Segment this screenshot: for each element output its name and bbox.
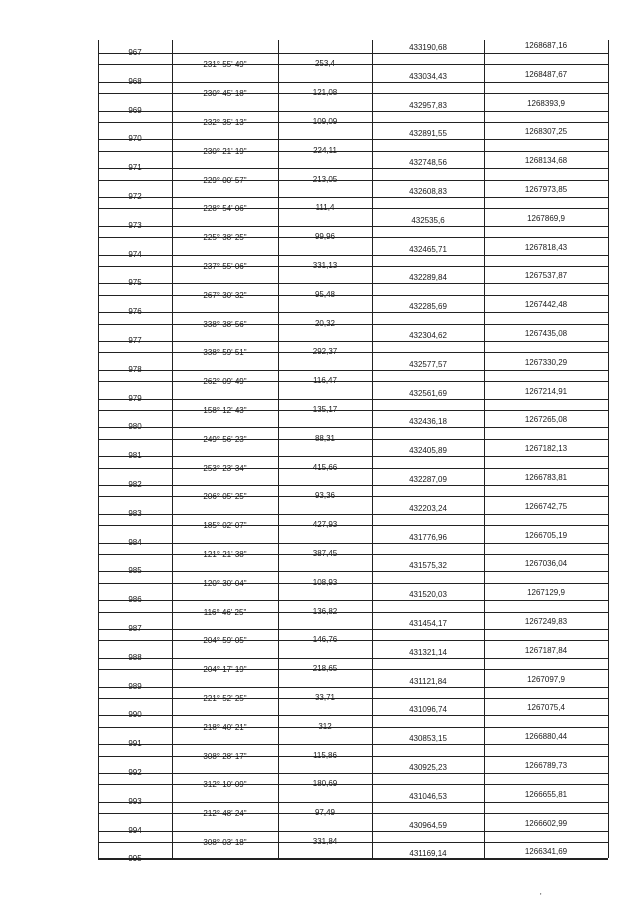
direction-angle: 237° 55' 06" [203, 262, 247, 271]
coordinate-y: 1266742,75 [524, 501, 568, 511]
direction-angle: 230° 21' 19" [203, 146, 247, 156]
cell-rule [98, 456, 608, 457]
coordinate-y: 1267442,48 [524, 300, 568, 310]
coordinate-y: 1267075,4 [527, 703, 565, 713]
cell-rule [98, 399, 608, 400]
coordinate-y: 1267265,08 [524, 415, 568, 425]
segment-length: 121,08 [312, 88, 338, 98]
direction-angle: 338° 38' 56" [203, 319, 247, 329]
coordinate-x: 432608,83 [409, 187, 447, 196]
coordinate-y: 1267537,87 [524, 271, 568, 281]
direction-angle: 158° 12' 43" [203, 406, 247, 415]
coordinate-table [98, 40, 608, 864]
cell-rule [98, 168, 608, 169]
coordinate-y: 1266783,81 [524, 473, 568, 482]
point-number: 984 [128, 537, 142, 547]
segment-length: 292,37 [312, 347, 338, 357]
cell-rule [98, 859, 608, 860]
cell-rule [98, 744, 608, 745]
cell-rule [98, 600, 608, 601]
cell-rule [98, 226, 608, 227]
point-number: 992 [128, 768, 142, 777]
direction-angle: 212° 48' 24" [203, 809, 247, 819]
point-number: 982 [128, 480, 142, 489]
coordinate-x: 430925,23 [409, 763, 447, 772]
cell-rule [98, 370, 608, 371]
segment-length: 115,86 [313, 750, 337, 760]
segment-length: 20,32 [314, 318, 336, 328]
coordinate-y: 1266341,69 [524, 847, 568, 857]
cell-rule [98, 831, 608, 832]
coordinate-x: 432577,57 [409, 359, 447, 369]
segment-length: 97,49 [314, 808, 336, 818]
point-number: 986 [128, 595, 142, 605]
coordinate-x: 432436,18 [409, 417, 447, 427]
coordinate-y: 1267182,13 [524, 444, 568, 454]
direction-angle: 120° 30' 04" [203, 578, 247, 588]
segment-length: 116,47 [313, 376, 337, 386]
cell-rule [98, 82, 608, 83]
coordinate-x: 432561,69 [409, 388, 447, 398]
direction-angle: 218° 40' 21" [203, 722, 247, 732]
coordinate-x: 432304,62 [409, 331, 447, 340]
point-number: 990 [128, 710, 142, 720]
cell-rule [98, 773, 608, 774]
column-rule-5 [608, 40, 609, 858]
direction-angle: 206° 05' 25" [203, 492, 247, 502]
point-number: 979 [128, 393, 142, 403]
point-number: 967 [128, 48, 142, 57]
cell-rule [98, 802, 608, 803]
coordinate-y: 1267214,91 [524, 386, 568, 396]
coordinate-y: 1267818,43 [524, 242, 568, 252]
segment-length: 88,31 [314, 433, 336, 443]
segment-length: 33,71 [314, 693, 336, 702]
direction-angle: 232° 35' 13" [203, 118, 247, 127]
direction-angle: 312° 10' 09" [203, 780, 247, 790]
coordinate-x: 432748,56 [409, 158, 447, 168]
coordinate-y: 1266789,73 [524, 761, 568, 770]
cell-rule [98, 197, 608, 198]
coordinate-x: 431520,03 [409, 590, 447, 600]
point-number: 975 [128, 278, 142, 288]
cell-rule [98, 53, 608, 54]
segment-length: 95,48 [314, 289, 336, 299]
cell-rule [98, 687, 608, 688]
cell-rule [98, 427, 608, 428]
point-number: 976 [128, 307, 142, 317]
direction-angle: 116° 46' 25" [203, 607, 247, 617]
cell-rule [98, 312, 608, 313]
direction-angle: 230° 45' 18" [203, 89, 247, 99]
coordinate-x: 432465,71 [409, 244, 447, 254]
direction-angle: 231° 55' 49" [203, 60, 247, 70]
cell-rule [98, 139, 608, 140]
coordinate-x: 431575,32 [409, 561, 447, 571]
coordinate-x: 431096,74 [409, 705, 447, 715]
direction-angle: 308° 03' 18" [203, 838, 247, 847]
coordinate-y: 1267187,84 [524, 645, 568, 655]
direction-angle: 204° 59' 05" [203, 636, 247, 646]
segment-length: 180,69 [312, 779, 338, 789]
point-number: 993 [128, 796, 142, 806]
coordinate-y: 1268687,16 [524, 41, 568, 50]
coordinate-x: 432287,09 [409, 475, 447, 484]
point-number: 987 [128, 624, 142, 633]
coordinate-x: 433034,43 [409, 71, 447, 81]
direction-angle: 221° 52' 25" [203, 694, 247, 703]
cell-rule [98, 514, 608, 515]
segment-length: 99,96 [314, 232, 336, 242]
coordinate-x: 432285,69 [409, 302, 447, 312]
point-number: 972 [128, 192, 142, 201]
coordinate-y: 1267097,9 [527, 674, 565, 684]
coordinate-y: 1267249,83 [524, 617, 568, 626]
segment-length: 224,11 [313, 145, 337, 155]
cell-rule [98, 715, 608, 716]
segment-length: 213,05 [312, 174, 338, 184]
direction-angle: 228° 54' 06" [203, 204, 247, 214]
segment-length: 93,36 [314, 491, 336, 501]
coordinate-x: 431776,96 [409, 532, 447, 542]
segment-length: 253,4 [314, 59, 336, 69]
point-number: 981 [128, 451, 142, 461]
direction-angle: 308° 28' 17" [203, 751, 247, 761]
coordinate-x: 431046,53 [409, 791, 447, 801]
direction-angle: 253° 23' 34" [203, 463, 247, 473]
point-number: 991 [128, 739, 142, 749]
coordinate-y: 1268487,67 [524, 69, 568, 79]
point-number: 970 [128, 134, 142, 144]
coordinate-y: 1268393,9 [527, 98, 565, 108]
direction-angle: 249° 56' 23" [203, 434, 247, 444]
column-rule-2 [278, 40, 279, 858]
coordinate-y: 1267036,04 [524, 559, 568, 569]
direction-angle: 204° 17' 19" [203, 665, 247, 675]
point-number: 983 [128, 508, 142, 518]
point-number: 980 [128, 422, 142, 432]
segment-length: 312 [318, 721, 332, 731]
coordinate-y: 1267435,08 [524, 329, 568, 338]
coordinate-x: 433190,68 [409, 43, 447, 52]
page-mark: ' [540, 892, 542, 901]
coordinate-y: 1266602,99 [524, 818, 568, 828]
cell-rule [98, 543, 608, 544]
segment-length: 109,09 [312, 117, 338, 126]
direction-angle: 267° 30' 32" [203, 290, 247, 300]
coordinate-y: 1267973,85 [524, 185, 568, 194]
segment-length: 146,76 [312, 635, 338, 645]
cell-rule [98, 571, 608, 572]
cell-rule [98, 658, 608, 659]
coordinate-x: 430853,15 [409, 734, 447, 744]
segment-length: 136,82 [312, 606, 338, 616]
coordinate-x: 432405,89 [409, 446, 447, 456]
coordinate-y: 1266655,81 [524, 789, 568, 799]
cell-rule [98, 629, 608, 630]
direction-angle: 262° 09' 49" [203, 377, 247, 387]
column-rule-1 [172, 40, 173, 858]
coordinate-x: 430964,59 [409, 820, 447, 830]
coordinate-y: 1267330,29 [524, 357, 568, 367]
cell-rule [98, 485, 608, 486]
segment-length: 108,93 [312, 577, 338, 587]
direction-angle: 185° 02' 07" [203, 521, 247, 531]
direction-angle: 225° 38' 25" [203, 233, 247, 243]
coordinate-y: 1266880,44 [524, 732, 568, 742]
point-number: 994 [128, 825, 142, 835]
segment-length: 415,66 [312, 462, 338, 472]
point-number: 968 [128, 76, 142, 86]
direction-angle: 229° 00' 57" [203, 175, 247, 185]
point-number: 973 [128, 220, 142, 230]
point-number: 985 [128, 566, 142, 576]
coordinate-x: 431169,14 [409, 849, 447, 859]
segment-length: 218,65 [312, 664, 338, 674]
point-number: 988 [128, 652, 142, 662]
coordinate-y: 1268307,25 [524, 127, 568, 137]
segment-length: 427,93 [312, 520, 338, 530]
coordinate-y: 1267129,9 [527, 588, 565, 598]
direction-angle: 121° 21' 38" [203, 550, 247, 559]
point-number: 971 [128, 163, 142, 173]
coordinate-y: 1267869,9 [527, 213, 565, 223]
segment-length: 111,4 [315, 203, 335, 213]
segment-length: 331,13 [312, 261, 338, 270]
point-number: 977 [128, 336, 142, 345]
coordinate-y: 1266705,19 [524, 530, 568, 540]
segment-length: 331,84 [312, 837, 338, 846]
coordinate-x: 432535,6 [411, 215, 445, 225]
point-number: 974 [128, 249, 142, 259]
coordinate-x: 432957,83 [409, 100, 447, 110]
coordinate-x: 432289,84 [409, 273, 447, 283]
cell-rule [98, 283, 608, 284]
point-number: 969 [128, 105, 142, 115]
coordinate-x: 431454,17 [409, 619, 447, 628]
coordinate-x: 431321,14 [409, 647, 447, 657]
coordinate-x: 431121,84 [409, 676, 447, 686]
cell-rule [98, 341, 608, 342]
segment-length: 135,17 [312, 405, 338, 414]
cell-rule [98, 111, 608, 112]
coordinate-x: 432203,24 [409, 503, 447, 513]
coordinate-x: 432891,55 [409, 129, 447, 139]
segment-length: 387,45 [312, 549, 338, 558]
coordinate-y: 1268134,68 [524, 156, 568, 166]
point-number: 995 [128, 854, 142, 864]
direction-angle: 338° 59' 51" [203, 348, 247, 358]
point-number: 978 [128, 364, 142, 374]
point-number: 989 [128, 681, 142, 691]
cell-rule [98, 255, 608, 256]
